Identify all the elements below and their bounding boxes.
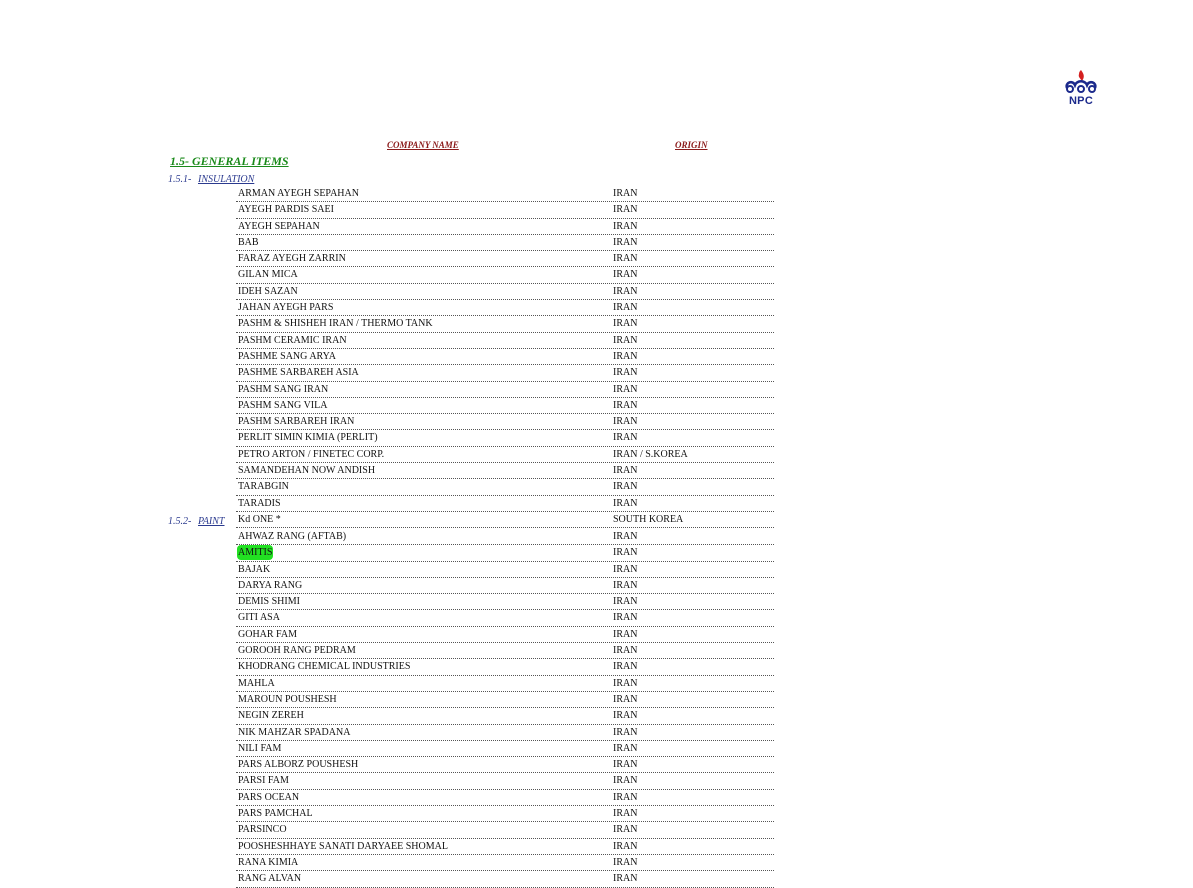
table-row [236,676,774,692]
company-name: PASHM & SHISHEH IRAN / THERMO TANK [238,318,433,330]
company-name: Kd ONE * [238,513,281,525]
company-origin: SOUTH KOREA [613,513,684,525]
company-origin: IRAN [613,775,638,787]
table-row [236,773,774,789]
company-name: PASHM CERAMIC IRAN [238,334,347,346]
company-origin: IRAN [613,710,638,722]
company-name: PETRO ARTON / FINETEC CORP. [238,448,385,460]
company-name: BAB [238,236,259,248]
highlighted-company-name: AMITIS [238,547,273,559]
company-origin: IRAN [613,824,638,836]
table-row [236,202,774,218]
subsection-label: INSULATION [198,174,255,185]
company-origin: IRAN [613,236,638,248]
company-origin: IRAN [613,416,638,428]
company-origin: IRAN [613,808,638,820]
table-row [236,790,774,806]
subsection-number: 1.5.1- [168,174,192,185]
company-name: DARYA RANG [238,579,303,591]
table-row [236,594,774,610]
table-row [236,529,774,545]
table-row [236,479,774,495]
table-row [236,235,774,251]
table-row [236,610,774,626]
table-row [236,398,774,414]
table-row [236,284,774,300]
table-row [236,219,774,235]
insulation-company-list [236,186,774,528]
table-row [236,267,774,283]
table-row [236,708,774,724]
company-origin: IRAN [613,253,638,265]
company-origin: IRAN [613,350,638,362]
table-row [236,562,774,578]
company-name: MAHLA [238,677,275,689]
company-origin: IRAN [613,563,638,575]
table-row [236,839,774,855]
company-origin: IRAN / S.KOREA [613,448,688,460]
company-name: PARSI FAM [238,775,289,787]
company-name: PASHM SARBAREH IRAN [238,416,355,428]
company-name: SAMANDEHAN NOW ANDISH [238,465,376,477]
table-row [236,512,774,528]
company-name: PARSINCO [238,824,287,836]
company-origin: IRAN [613,334,638,346]
table-row [236,300,774,316]
company-name: KHODRANG CHEMICAL INDUSTRIES [238,661,411,673]
company-origin: IRAN [613,873,638,885]
company-origin: IRAN [613,661,638,673]
company-name: NILI FAM [238,742,282,754]
company-name: PERLIT SIMIN KIMIA (PERLIT) [238,432,378,444]
table-row [236,855,774,871]
company-origin: IRAN [613,531,638,542]
company-origin: IRAN [613,579,638,591]
subsection-number: 1.5.2- [168,516,192,527]
company-origin: IRAN [613,596,638,608]
company-origin: IRAN [613,726,638,738]
table-row [236,447,774,463]
company-origin: IRAN [613,399,638,411]
paint-company-list [236,529,774,888]
table-row [236,349,774,365]
table-row [236,430,774,446]
company-name: PARS OCEAN [238,791,300,803]
company-name: AHWAZ RANG (AFTAB) [238,531,347,542]
table-row [236,757,774,773]
table-row [236,822,774,838]
company-name: POOSHESHHAYE SANATI DARYAEE SHOMAL [238,840,448,852]
company-origin: IRAN [613,645,638,657]
table-row [236,251,774,267]
company-origin: IRAN [613,612,638,624]
company-name: PASHME SANG ARYA [238,350,336,362]
section-title: 1.5- GENERAL ITEMS [170,154,289,168]
company-name: RANG ALVAN [238,873,302,885]
subsection-label: PAINT [198,516,225,527]
company-name: GOROOH RANG PEDRAM [238,645,356,657]
company-origin: IRAN [613,204,638,216]
table-row [236,545,774,561]
table-row [236,414,774,430]
company-origin: IRAN [613,547,638,559]
company-name: AYEGH SEPAHAN [238,220,320,232]
table-row [236,806,774,822]
company-origin: IRAN [613,432,638,444]
subsection-heading-insulation [168,174,254,185]
company-origin: IRAN [613,383,638,395]
company-name: PARS PAMCHAL [238,808,313,820]
company-name: BAJAK [238,563,271,575]
table-row [236,463,774,479]
company-origin: IRAN [613,220,638,232]
company-name: IDEH SAZAN [238,285,298,297]
company-origin: IRAN [613,269,638,281]
table-row [236,643,774,659]
company-origin: IRAN [613,188,638,199]
table-row [236,692,774,708]
table-row [236,871,774,887]
company-name: JAHAN AYEGH PARS [238,302,334,314]
table-row [236,725,774,741]
company-origin: IRAN [613,742,638,754]
company-name: DEMIS SHIMI [238,596,300,608]
table-row [236,578,774,594]
company-origin: IRAN [613,628,638,640]
company-name: ARMAN AYEGH SEPAHAN [238,188,359,199]
company-origin: IRAN [613,367,638,379]
company-origin: IRAN [613,791,638,803]
subsection-heading-paint [168,516,225,527]
flame-emblem-icon [1061,68,1101,96]
company-name: RANA KIMIA [238,856,299,868]
table-row [236,365,774,381]
table-row [236,659,774,675]
company-name: MAROUN POUSHESH [238,693,337,705]
company-origin: IRAN [613,497,638,509]
company-name: PASHM SANG VILA [238,399,328,411]
company-origin: IRAN [613,677,638,689]
company-name: GOHAR FAM [238,628,297,640]
company-origin: IRAN [613,693,638,705]
company-origin: IRAN [613,465,638,477]
table-row [236,496,774,512]
table-row [236,627,774,643]
company-name: PASHM SANG IRAN [238,383,329,395]
company-origin: IRAN [613,285,638,297]
company-name: PARS ALBORZ POUSHESH [238,759,359,771]
company-origin: IRAN [613,856,638,868]
company-name: TARABGIN [238,481,289,493]
table-row [236,186,774,202]
table-row [236,382,774,398]
company-name: FARAZ AYEGH ZARRIN [238,253,346,265]
company-name: NIK MAHZAR SPADANA [238,726,351,738]
company-name: NEGIN ZEREH [238,710,304,722]
table-row [236,741,774,757]
company-name: TARADIS [238,497,281,509]
company-name: GITI ASA [238,612,280,624]
table-row [236,333,774,349]
column-header-origin: ORIGIN [675,140,708,150]
company-origin: IRAN [613,318,638,330]
npc-logo [1061,68,1101,110]
company-name: AYEGH PARDIS SAEI [238,204,334,216]
table-row [236,316,774,332]
company-origin: IRAN [613,302,638,314]
company-name: PASHME SARBAREH ASIA [238,367,359,379]
company-name: GILAN MICA [238,269,298,281]
logo-text: NPC [1068,95,1094,107]
company-origin: IRAN [613,840,638,852]
company-origin: IRAN [613,759,638,771]
company-origin: IRAN [613,481,638,493]
column-header-company: COMPANY NAME [387,140,459,150]
